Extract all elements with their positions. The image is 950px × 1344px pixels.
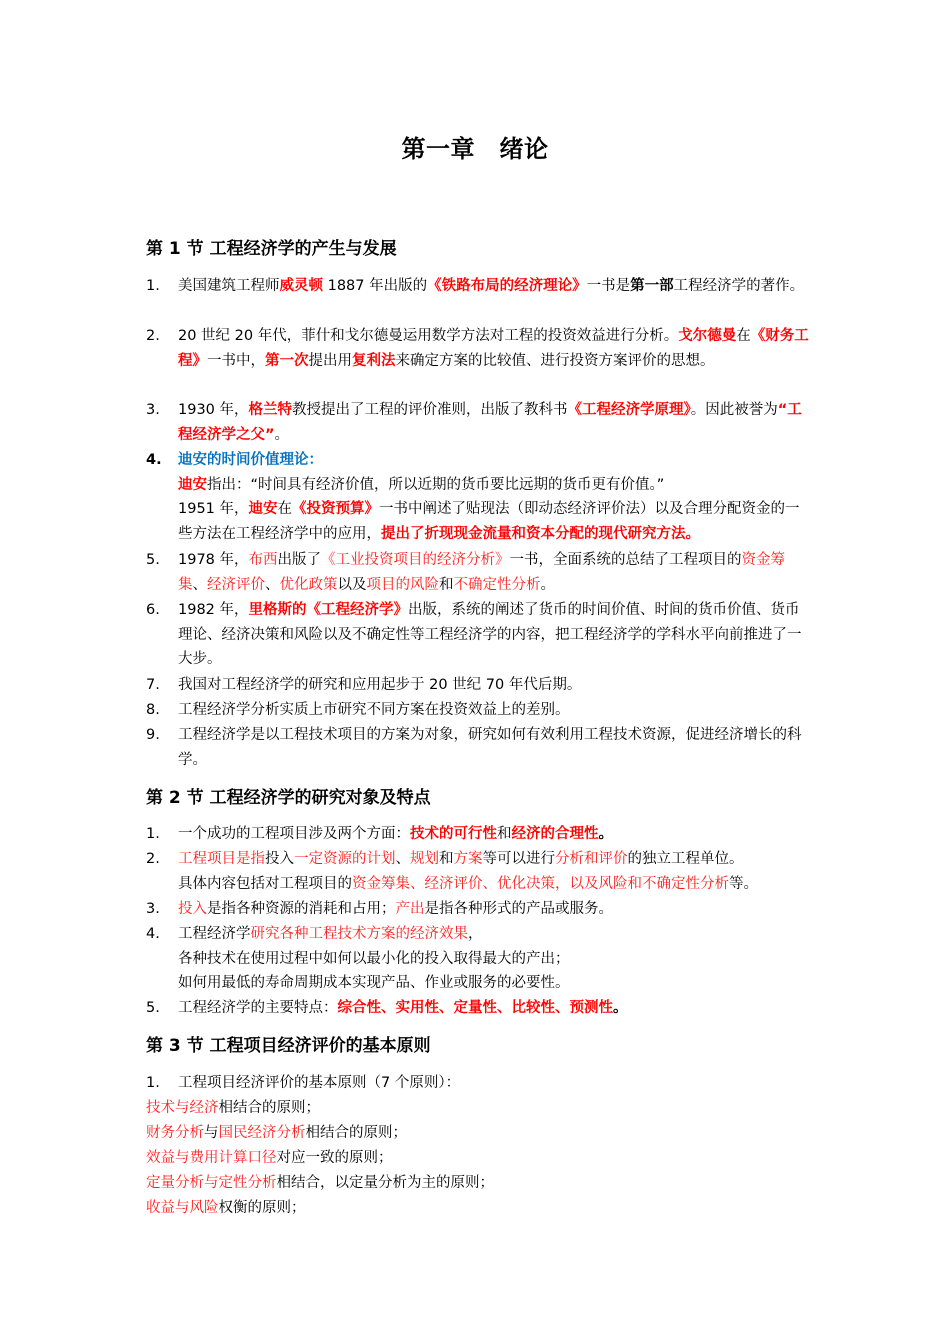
item-number: 9.: [146, 727, 160, 743]
principle-5: 收益与风险权衡的原则；: [146, 1200, 306, 1216]
item-number: 5.: [146, 552, 160, 568]
s1-item-3: 3. 1930 年，格兰特教授提出了工程的评价准则，出版了教科书《工程经济学原理》。因此被誉为“工程经济学之父”。: [146, 398, 810, 447]
item-number: 1.: [146, 1075, 160, 1091]
s1-item-7: 7. 我国对工程经济学的研究和应用起步于 20 世纪 70 年代后期。: [146, 673, 810, 698]
item-number: 1.: [146, 278, 160, 294]
item-number: 4.: [146, 452, 162, 468]
principle-2: 财务分析与国民经济分析相结合的原则；: [146, 1125, 407, 1141]
item-number: 8.: [146, 702, 160, 718]
section-1-heading: 第 1 节 工程经济学的产生与发展: [146, 239, 397, 259]
section-2-heading: 第 2 节 工程经济学的研究对象及特点: [146, 788, 431, 808]
chapter-title: 第一章 绪论: [401, 135, 549, 163]
s1-item-6: 6. 1982 年，里格斯的《工程经济学》出版，系统的阐述了货币的时间价值、时间的货币价值、货币理论、经济决策和风险以及不确定性等工程经济学的内容，把工程经济学的学科水平向前推进了一大步。: [146, 598, 810, 672]
s1-item-9: 9. 工程经济学是以工程技术项目的方案为对象，研究如何有效利用工程技术资源，促进经济增长的科学。: [146, 723, 810, 772]
item-number: 7.: [146, 677, 160, 693]
principle-3: 效益与费用计算口径对应一致的原则；: [146, 1150, 393, 1166]
s3-item-1: 1. 工程项目经济评价的基本原则（7 个原则）：: [146, 1071, 810, 1096]
s2-item-2: 2. 工程项目是指投入一定资源的计划、规划和方案等可以进行分析和评价的独立工程单位。 具体内容包括对工程项目的资金筹集、经济评价、优化决策，以及风险和不确定性分析等。: [146, 847, 810, 896]
s2-item-3: 3. 投入是指各种资源的消耗和占用；产出是指各种形式的产品或服务。: [146, 897, 810, 922]
item-number: 2.: [146, 328, 160, 344]
s1-item-4: 4. 迪安的时间价值理论： 迪安指出：“时间具有经济价值，所以近期的货币要比远期的货币更有价值。” 1951 年，迪安在《投资预算》一书中阐述了贴现法（即动态经济评价法）以及合理分配资金的一些方法在工程经济学中的应用，提出了折现现金流量和资本分配的现代研究方法。: [146, 448, 810, 546]
principle-4: 定量分析与定性分析相结合，以定量分析为主的原则；: [146, 1175, 494, 1191]
s1-item-2: 2. 20 世纪 20 年代，菲什和戈尔德曼运用数学方法对工程的投资效益进行分析。戈尔德曼在《财务工程》一书中，第一次提出用复利法来确定方案的比较值、进行投资方案评价的思想。: [146, 324, 810, 373]
item-number: 6.: [146, 602, 160, 618]
s1-item-8: 8. 工程经济学分析实质上市研究不同方案在投资效益上的差别。: [146, 698, 810, 723]
s2-item-5: 5. 工程经济学的主要特点：综合性、实用性、定量性、比较性、预测性。: [146, 996, 810, 1021]
item-4-heading: 迪安的时间价值理论：: [178, 452, 323, 468]
s2-item-1: 1. 一个成功的工程项目涉及两个方面：技术的可行性和经济的合理性。: [146, 822, 810, 847]
s2-item-4: 4. 工程经济学研究各种工程技术方案的经济效果， 各种技术在使用过程中如何以最小化的投入取得最大的产出； 如何用最低的寿命周期成本实现产品、作业或服务的必要性。: [146, 922, 810, 996]
item-number: 2.: [146, 851, 160, 867]
principle-1: 技术与经济相结合的原则；: [146, 1100, 320, 1116]
s1-item-5: 5. 1978 年，布西出版了《工业投资项目的经济分析》一书，全面系统的总结了工程项目的资金筹集、经济评价、优化政策以及项目的风险和不确定性分析。: [146, 548, 810, 597]
item-number: 3.: [146, 901, 160, 917]
item-number: 3.: [146, 402, 160, 418]
item-number: 4.: [146, 926, 160, 942]
item-number: 1.: [146, 826, 160, 842]
section-3-heading: 第 3 节 工程项目经济评价的基本原则: [146, 1036, 431, 1056]
item-number: 5.: [146, 1000, 160, 1016]
s1-item-1: 1. 美国建筑工程师威灵顿 1887 年出版的《铁路布局的经济理论》一书是第一部工程经济学的著作。: [146, 274, 810, 299]
